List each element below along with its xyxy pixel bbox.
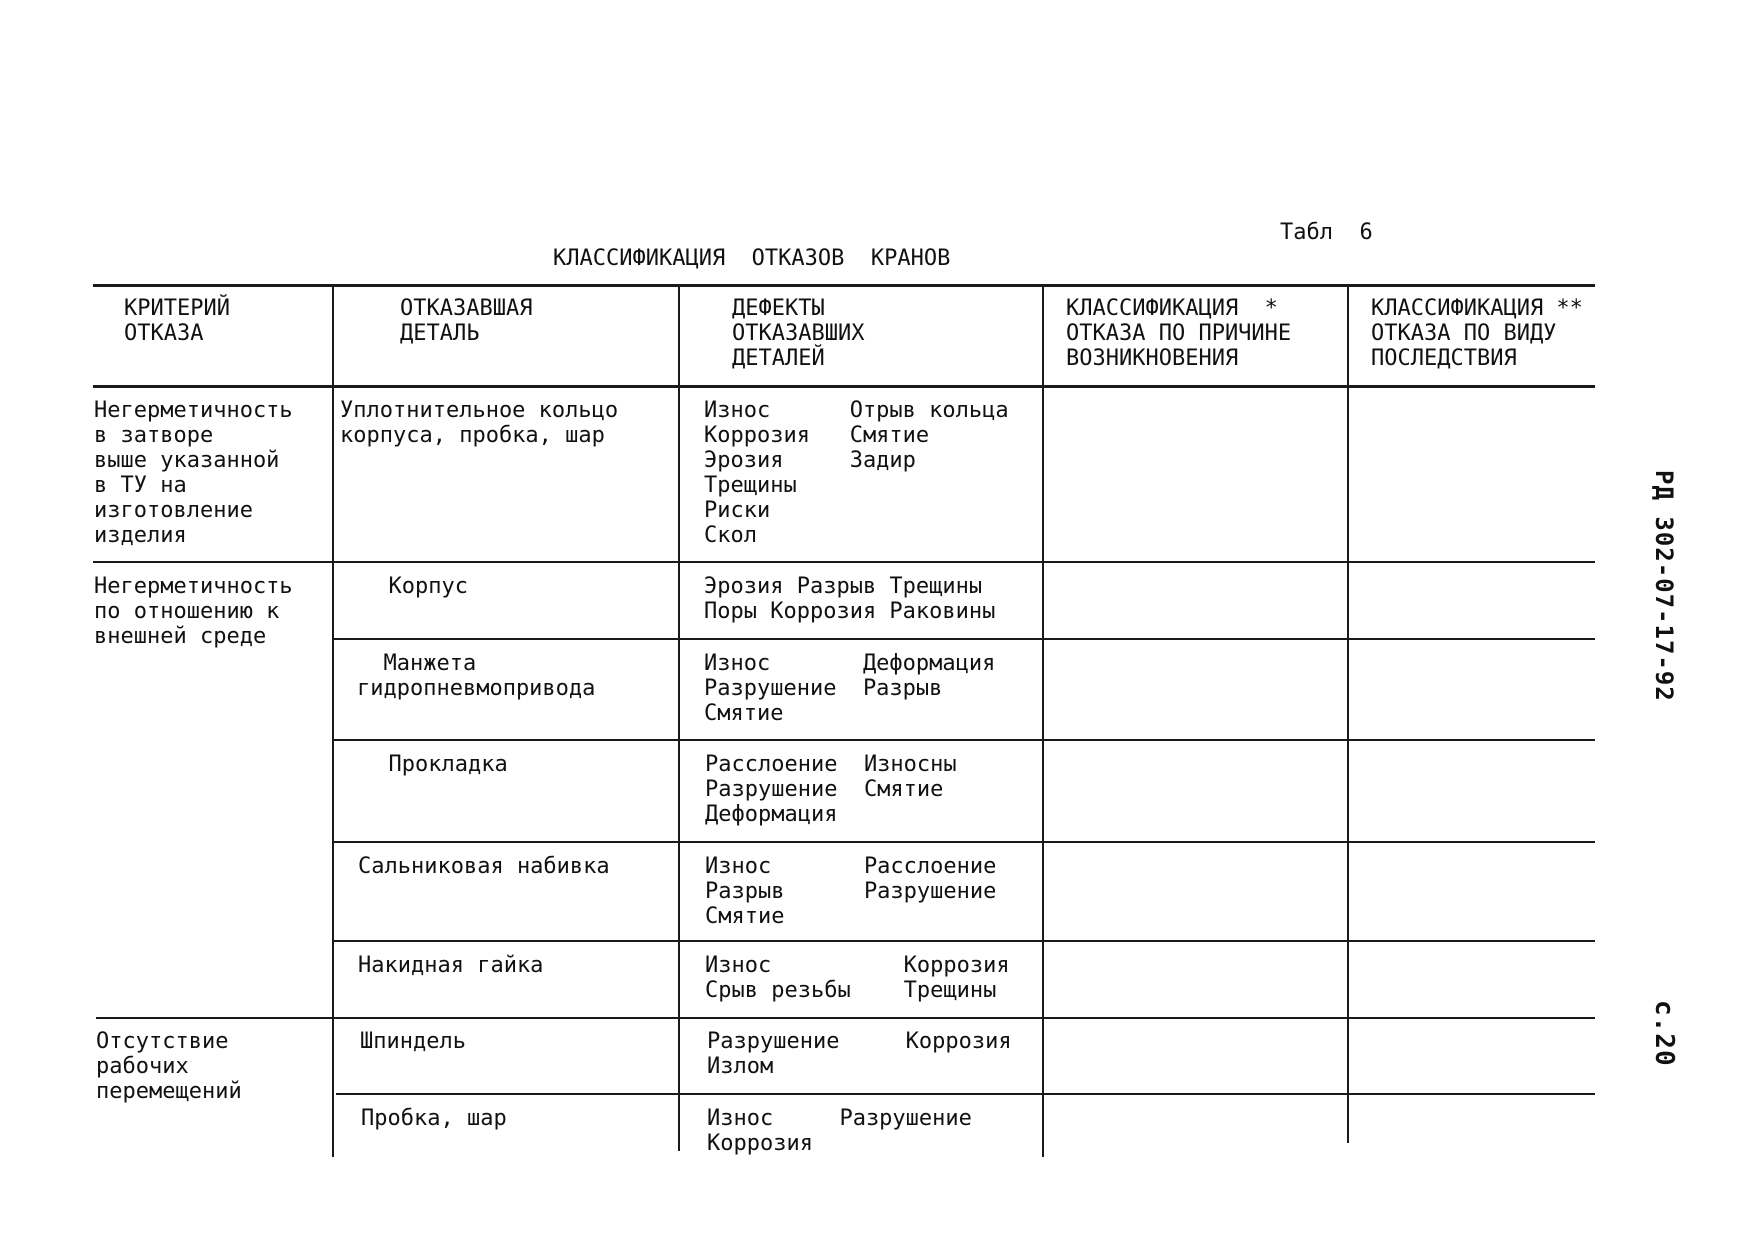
page-number: с.20 bbox=[1649, 1000, 1679, 1067]
rule-row1-bottom bbox=[93, 561, 1595, 563]
part-8: Пробка, шар bbox=[361, 1106, 507, 1131]
criterion-2: Негерметичность по отношению к внешней среде bbox=[94, 574, 293, 649]
rule-row6-bottom bbox=[96, 1017, 1595, 1019]
defects-4: Расслоение Износны Разрушение Смятие Деформация bbox=[705, 752, 957, 827]
header-defects: ДЕФЕКТЫ ОТКАЗАВШИХ ДЕТАЛЕЙ bbox=[732, 296, 865, 371]
header-criterion: КРИТЕРИЙ ОТКАЗА bbox=[124, 296, 230, 346]
header-cause: КЛАССИФИКАЦИЯ * ОТКАЗА ПО ПРИЧИНЕ ВОЗНИКНОВЕНИЯ bbox=[1066, 296, 1292, 371]
rule-row7-bottom bbox=[336, 1093, 1595, 1095]
criterion-1: Негерметичность в затворе выше указанной в ТУ на изготовление изделия bbox=[94, 398, 293, 548]
defects-7: Разрушение Коррозия Излом bbox=[707, 1029, 1012, 1079]
rule-row3-bottom bbox=[334, 739, 1595, 741]
header-part: ОТКАЗАВШАЯ ДЕТАЛЬ bbox=[400, 296, 533, 346]
part-5: Сальниковая набивка bbox=[358, 854, 610, 879]
rule-top bbox=[93, 284, 1595, 287]
rule-row4-bottom bbox=[334, 841, 1595, 843]
defects-8: Износ Разрушение Коррозия bbox=[707, 1106, 972, 1156]
defects-1: Износ Отрыв кольца Коррозия Смятие Эрозия Задир Трещины Риски Скол bbox=[704, 398, 1009, 548]
header-consequence: КЛАССИФИКАЦИЯ ** ОТКАЗА ПО ВИДУ ПОСЛЕДСТВИЯ bbox=[1371, 296, 1583, 371]
rule-row5-bottom bbox=[334, 940, 1595, 942]
criterion-3: Отсутствие рабочих перемещений bbox=[96, 1029, 242, 1104]
defects-6: Износ Коррозия Срыв резьбы Трещины bbox=[705, 953, 1010, 1003]
table-label: Табл 6 bbox=[1280, 220, 1373, 245]
col-line-3 bbox=[1042, 285, 1044, 1157]
part-7: Шпиндель bbox=[360, 1029, 466, 1054]
rule-row2-bottom bbox=[334, 638, 1595, 640]
col-line-1 bbox=[332, 285, 334, 1157]
page-title: КЛАССИФИКАЦИЯ ОТКАЗОВ КРАНОВ bbox=[553, 246, 951, 271]
part-1: Уплотнительное кольцо корпуса, пробка, шар bbox=[340, 398, 619, 448]
part-3: Манжета гидропневмопривода bbox=[357, 651, 596, 701]
document-code: РД 302-07-17-92 bbox=[1650, 470, 1678, 702]
col-line-2 bbox=[678, 285, 680, 1151]
rule-header-bottom bbox=[93, 385, 1595, 388]
defects-2: Эрозия Разрыв Трещины Поры Коррозия Раковины bbox=[704, 574, 996, 624]
part-2: Корпус bbox=[362, 574, 468, 599]
part-4: Прокладка bbox=[362, 752, 508, 777]
col-line-4 bbox=[1347, 285, 1349, 1143]
defects-5: Износ Расслоение Разрыв Разрушение Смятие bbox=[705, 854, 997, 929]
part-6: Накидная гайка bbox=[358, 953, 544, 978]
defects-3: Износ Деформация Разрушение Разрыв Смятие bbox=[704, 651, 996, 726]
